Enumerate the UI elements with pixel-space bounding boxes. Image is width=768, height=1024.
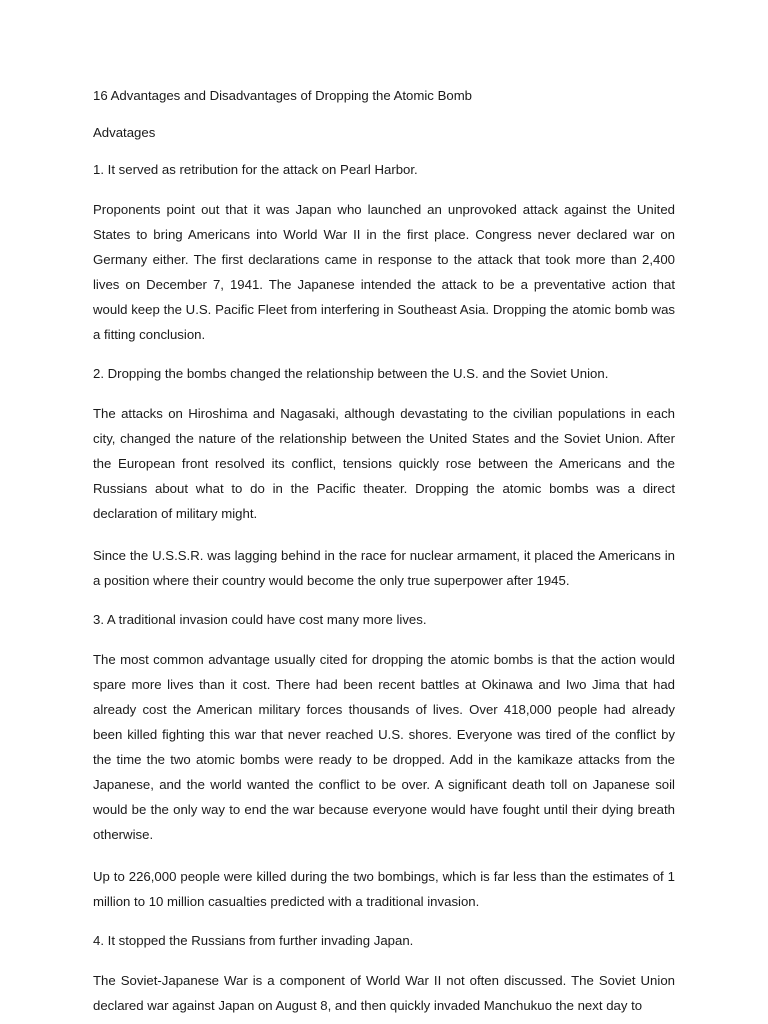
paragraph: Proponents point out that it was Japan who launched an unprovoked attack against the United States to bring Americans into World War II in the first place. Congress never declared war on Germany either. The first declarations came in response to the attack that took more than 2,400 lives on December 7, 1941. The Japanese intended the attack to be a preventative action that would keep the U.S. Pacific Fleet from interfering in Southeast Asia. Dropping the atomic bomb was a fitting conclusion. [93,202,675,342]
document-title: 16 Advantages and Disadvantages of Dropping the Atomic Bomb [93,88,473,103]
point-heading-2: 2. Dropping the bombs changed the relationship between the U.S. and the Soviet Union. [93,366,609,381]
paragraph: Since the U.S.S.R. was lagging behind in the race for nuclear armament, it placed the Americans in a position where their country would become the only true superpower after 1945. [93,548,675,588]
section-heading: Advatages [93,125,156,140]
paragraph: The Soviet-Japanese War is a component of World War II not often discussed. The Soviet Union declared war against Japan on August 8, and then quickly invaded Manchukuo the next day to [93,973,675,1013]
point-heading-3: 3. A traditional invasion could have cost many more lives. [93,612,427,627]
point-heading-1: 1. It served as retribution for the attack on Pearl Harbor. [93,162,418,177]
paragraph: The most common advantage usually cited for dropping the atomic bombs is that the action would spare more lives than it cost. There had been recent battles at Okinawa and Iwo Jima that had already cost the American military forces thousands of lives. Over 418,000 people had already been killed fighting this war that never reached U.S. shores. Everyone was tired of the conflict by the time the two atomic bombs were ready to be dropped. Add in the kamikaze attacks from the Japanese, and the world wanted the conflict to be over. A significant death toll on Japanese soil would be the only way to end the war because everyone would have fought until their dying breath otherwise. [93,652,675,842]
point-heading-4: 4. It stopped the Russians from further invading Japan. [93,933,414,948]
paragraph: Up to 226,000 people were killed during the two bombings, which is far less than the estimates of 1 million to 10 million casualties predicted with a traditional invasion. [93,869,675,909]
paragraph: The attacks on Hiroshima and Nagasaki, although devastating to the civilian populations in each city, changed the nature of the relationship between the United States and the Soviet Union. After the European front resolved its conflict, tensions quickly rose between the Americans and the Russians about what to do in the Pacific theater. Dropping the atomic bombs was a direct declaration of military might. [93,406,675,521]
